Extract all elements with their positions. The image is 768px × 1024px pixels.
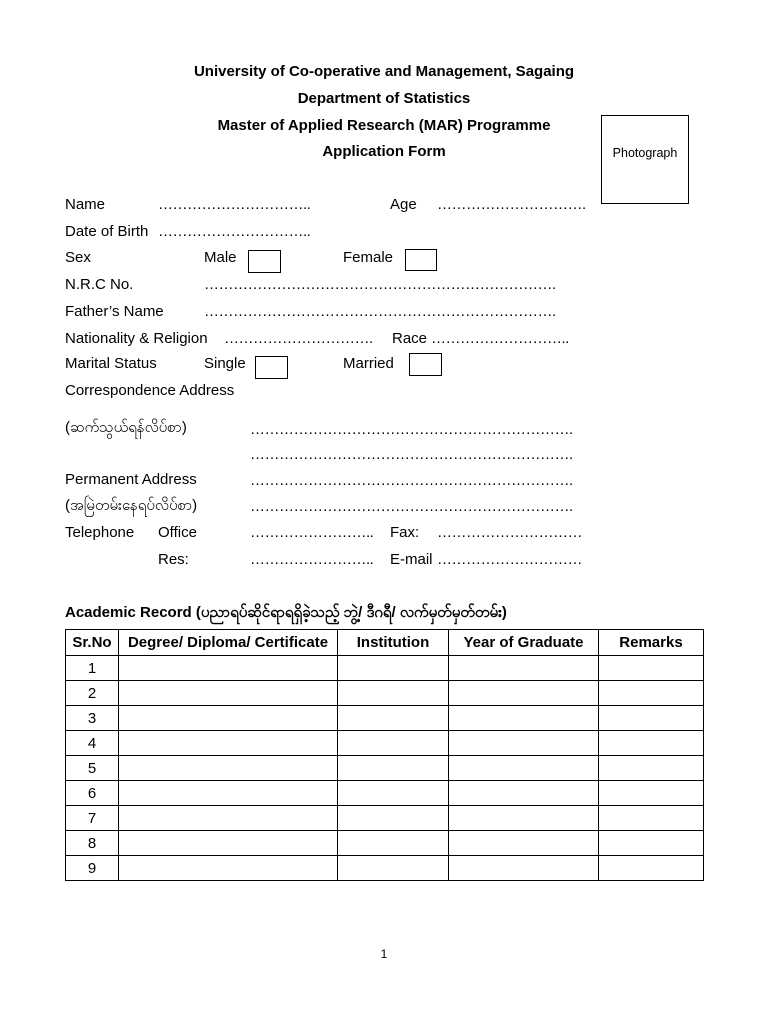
degree-cell[interactable] [119,731,338,756]
col-header-year: Year of Graduate [449,630,599,656]
table-row [66,756,704,781]
race-label: Race [392,330,428,347]
remarks-cell[interactable] [599,706,704,731]
marital-status-label: Marital Status [65,355,157,372]
institution-cell[interactable] [338,706,449,731]
female-checkbox[interactable] [405,249,437,271]
male-checkbox[interactable] [248,250,281,273]
permanent-address-line1[interactable]: …………………………………………………………. [250,472,573,489]
residence-label: Res: [158,551,189,568]
married-checkbox[interactable] [409,353,442,376]
year-cell[interactable] [449,806,599,831]
programme-title: Master of Applied Research (MAR) Programme [217,117,551,134]
remarks-cell[interactable] [599,756,704,781]
single-checkbox[interactable] [255,356,288,379]
photograph-box[interactable] [601,115,689,204]
degree-cell[interactable] [119,831,338,856]
male-label: Male [204,249,237,266]
institution-cell[interactable] [338,681,449,706]
correspondence-address-label: Correspondence Address [65,382,235,399]
nrc-field[interactable]: ………………………………………………………………. [204,276,556,293]
residence-phone-field[interactable]: …………………….. [250,551,374,568]
table-row [66,656,704,681]
srno-cell: 8 [66,831,119,856]
year-cell[interactable] [449,856,599,881]
institution-cell[interactable] [338,731,449,756]
fax-field[interactable]: ………………………… [437,524,582,541]
year-cell[interactable] [449,681,599,706]
institution-cell[interactable] [338,856,449,881]
year-cell[interactable] [449,706,599,731]
table-row [66,831,704,856]
race-field[interactable]: ……………………….. [431,330,569,347]
srno-cell: 6 [66,781,119,806]
sex-label: Sex [65,249,91,266]
srno-cell: 1 [66,656,119,681]
father-name-field[interactable]: ………………………………………………………………. [204,303,556,320]
remarks-cell[interactable] [599,656,704,681]
office-label: Office [158,524,197,541]
table-row [66,731,704,756]
degree-cell[interactable] [119,806,338,831]
col-header-remarks: Remarks [599,630,704,656]
office-phone-field[interactable]: …………………….. [250,524,374,541]
institution-cell[interactable] [338,831,449,856]
institution-cell[interactable] [338,756,449,781]
srno-cell: 4 [66,731,119,756]
correspondence-address-myanmar-label: (ဆက်သွယ်ရန်လိပ်စာ) [65,419,187,436]
page-number: 1 [380,947,388,961]
age-field[interactable]: …………………………. [437,196,586,213]
table-row [66,806,704,831]
table-header-row [66,630,704,656]
correspondence-address-line2[interactable]: …………………………………………………………. [250,446,573,463]
nationality-label: Nationality & Religion [65,330,208,347]
year-cell[interactable] [449,731,599,756]
nrc-label: N.R.C No. [65,276,134,293]
year-cell[interactable] [449,756,599,781]
srno-cell: 3 [66,706,119,731]
telephone-label: Telephone [65,524,135,541]
name-label: Name [65,196,106,213]
table-row [66,856,704,881]
department-title: Department of Statistics [297,90,471,107]
dob-label: Date of Birth [65,223,149,240]
institution-cell[interactable] [338,781,449,806]
remarks-cell[interactable] [599,681,704,706]
col-header-srno: Sr.No [66,630,119,656]
email-label: E-mail [390,551,433,568]
remarks-cell[interactable] [599,831,704,856]
nationality-field[interactable]: …………………………. [224,330,373,347]
form-title: Application Form [322,143,446,160]
degree-cell[interactable] [119,706,338,731]
permanent-address-line2[interactable]: …………………………………………………………. [250,498,573,515]
institution-cell[interactable] [338,806,449,831]
academic-record-title: Academic Record (ပညာရပ်ဆိုင်ရာရရှိခဲ့သည့် ဘွဲ့/ ဒီဂရီ/ လက်မှတ်မှတ်တမ်း) [65,604,507,621]
degree-cell[interactable] [119,656,338,681]
permanent-address-myanmar-label: (အမြဲတမ်းနေရပ်လိပ်စာ) [65,497,198,514]
married-label: Married [343,355,394,372]
table-row [66,706,704,731]
correspondence-address-line1[interactable]: …………………………………………………………. [250,421,573,438]
year-cell[interactable] [449,656,599,681]
srno-cell: 2 [66,681,119,706]
academic-record-table [65,629,704,881]
table-row [66,781,704,806]
remarks-cell[interactable] [599,806,704,831]
col-header-institution: Institution [338,630,449,656]
remarks-cell[interactable] [599,731,704,756]
remarks-cell[interactable] [599,856,704,881]
degree-cell[interactable] [119,756,338,781]
year-cell[interactable] [449,781,599,806]
age-label: Age [390,196,417,213]
fax-label: Fax: [390,524,420,541]
name-field[interactable]: ………………………….. [158,196,311,213]
degree-cell[interactable] [119,781,338,806]
father-name-label: Father’s Name [65,303,164,320]
remarks-cell[interactable] [599,781,704,806]
srno-cell: 5 [66,756,119,781]
dob-field[interactable]: ………………………….. [158,223,311,240]
email-field[interactable]: ………………………… [437,551,582,568]
degree-cell[interactable] [119,681,338,706]
col-header-degree: Degree/ Diploma/ Certificate [119,630,338,656]
photograph-label: Photograph [612,146,678,160]
table-row [66,681,704,706]
institution-cell[interactable] [338,656,449,681]
permanent-address-label: Permanent Address [65,471,197,488]
single-label: Single [204,355,246,372]
female-label: Female [343,249,394,266]
srno-cell: 7 [66,806,119,831]
university-title: University of Co-operative and Management, Sagaing [193,63,575,80]
year-cell[interactable] [449,831,599,856]
srno-cell: 9 [66,856,119,881]
degree-cell[interactable] [119,856,338,881]
